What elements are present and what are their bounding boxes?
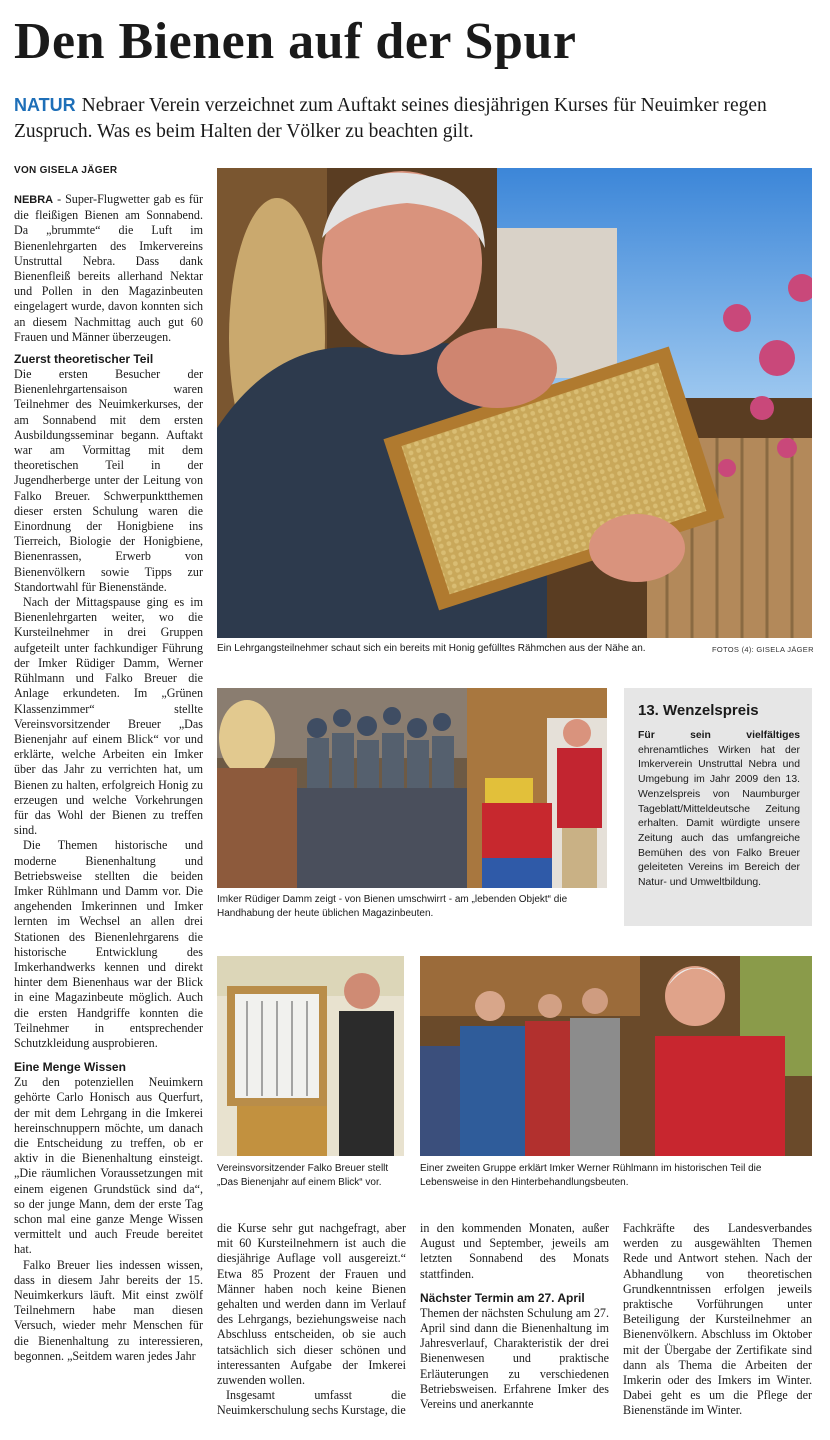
info-box-text: Für sein vielfältiges ehrenamtliches Wirken hat der Imkerverein Unstruttal Nebra und Umgebung im Jahr 2009 den 13. Wenzelspreis von Naumburger Tageblatt/Mitteldeutsche Zeitung erhalten. Damit würdigte unsere Zeitung auch das umfangreiche Bemühen des von Falko Breuer geleiteten Vereins im Bereich der Natur- und Umweltbildung.: [638, 730, 800, 889]
photo-credit: FOTOS (4): GISELA JÄGER: [712, 645, 814, 654]
subheading: Nächster Termin am 27. April: [420, 1290, 585, 1305]
article-column-2: [217, 1221, 406, 1419]
photo-image: [420, 956, 812, 1156]
paragraph: in den kommenden Monaten, außer August und September, jeweils am letzten Sonnabend des Monats stattfinden.: [420, 1221, 609, 1281]
photo-breuer-bee-year: [217, 956, 404, 1156]
paragraph: Insgesamt umfasst die Neuimkerschulung sechs Kurstage, die: [217, 1388, 406, 1418]
headline: Den Bienen auf der Spur: [14, 13, 577, 70]
deck: [14, 92, 814, 145]
photo-image: [217, 688, 607, 888]
photo-beekeeper-honeycomb: [217, 168, 812, 638]
second-photo-caption: Imker Rüdiger Damm zeigt - von Bienen umschwirrt - am „lebenden Objekt“ die Handhabung der heute üblichen Magazinbeuten.: [217, 894, 568, 919]
paragraph: Themen der nächsten Schulung am 27. April sind dann die Bienenhaltung im Jahresverlauf, Charakteristik der drei Bienenwesen und praktische Erläuterungen zu verschiedenen Betriebsweisen. Erfahrene Imker des Vereins und anerkannte: [420, 1305, 609, 1412]
paragraph: Zu den potenziellen Neuimkern gehörte Carlo Honisch aus Querfurt, der mit dem Lehrgang in die Imkerei hereinschnuppern möchte, um danach die Entscheidung zu treffen, ob er aktiv in die Bienenhaltung einsteigt. „Die räumlichen Voraussetzungen mit einem eigenen Grundstück sind da“, so der junge Mann, dem der erste Tag schon mal eine ganze Menge Wissen vermittelt und auch Freude bereitet hat.: [14, 1075, 203, 1257]
kicker: NATUR: [14, 95, 76, 115]
photo-image: [217, 168, 812, 638]
paragraph: NEBRA - Super-Flugwetter gab es für die fleißigen Bienen am Sonnabend. Da „brummte“ die Luft im Bienenlehrgarten des Imkervereins Unstruttal Nebra. Dass dank Bienenfleiß bereits allerhand Nektar und Pollen in den Magazinbeuten eingelagert wurde, davon konnten sich an diesem Nachmittag auch gut 60 Frauen und Männer überzeugen.: [14, 192, 203, 344]
info-box-title: 13. Wenzelspreis: [638, 702, 759, 719]
paragraph: Die Themen historische und moderne Bienenhaltung und Betriebsweise stellten die beiden Imker Rühlmann und Damm vor. Die angehenden Imkerinnen und Imker lernten im Wechsel an allen drei Stationen des Bienenlehrgarens die historische Entwicklung des Imkerhandwerks kennen und direkt hinter dem Bienenhaus war der Blick in eine Magazinbeute möglich. Auch die ersten Handgriffe konnten die Teilnehmer in entsprechender Schutzkleidung ausprobieren.: [14, 838, 203, 1050]
paragraph: Die ersten Besucher der Bienenlehrgartensaison waren Teilnehmer des Neuimkerkurses, der am Sonnabend mit dem ersten Ausbildungsseminar begann. Auftakt war am Vormittag mit dem theoretischen Teil in der Jugendherberge unter der Leitung von Falko Breuer. Schwerpunktthemen dieser ersten Schulung waren die Einordnung der Honigbiene ins Tierreich, Biologie der Honigbiene, Bienenrassen, Erwerb von Bienenvölkern sowie Tipps zur Standortwahl für Bienenstände.: [14, 367, 203, 594]
fourth-photo-caption: Einer zweiten Gruppe erklärt Imker Werner Rühlmann im historischen Teil die Lebensweise in den Hinterbehandlungsbeuten.: [420, 1163, 762, 1188]
dateline: NEBRA: [14, 194, 54, 206]
subheading: Eine Menge Wissen: [14, 1060, 126, 1075]
paragraph: Nach der Mittagspause ging es im Bienenlehrgarten weiter, wo die Kursteilnehmer in drei Gruppen aufgeteilt unter fachkundiger Führung der Imker Rüdiger Damm, Werner Rühlmann und Falko Breuer die Anlage erkundeten. Im „Grünen Klassenzimmer“ stellte Vereinsvorsitzender Breuer „Das Bienenjahr auf einem Blick“ vor und erklärte, welche Arbeiten ein Imker über das Jahr zu verrichten hat, um Bienen zu halten, erfolgreich Honig zu erzeugen und welche Vorkehrungen für das Wohl der Bienen zu treffen sind.: [14, 595, 203, 838]
deck-text: Nebraer Verein verzeichnet zum Auftakt seines diesjährigen Kurses für Neuimker regen Zuspruch. Was es beim Halten der Völker zu beachten gilt.: [14, 95, 767, 142]
paragraph: Fachkräfte des Landesverbandes werden zu ausgewählten Themen Rede und Antwort stehen. Nach der Abhandlung von theoretischen Grundkenntnissen erfolgen jeweils praktische Vorführungen unter Beteiligung der Kursteilnehmer an Bienenvölkern. Abschluss im Oktober mit der Übergabe der Zertifikate sind dann als Thema die Arbeiten der Imkerin oder des Imkers im Winter. Dabei geht es um die Pflege der Bienenstände im Winter.: [623, 1221, 812, 1418]
paragraph: Falko Breuer lies indessen wissen, dass in diesem Jahr bereits der 15. Neuimkerkurs läuft. Mit einst zwölf Teilnehmern habe man diesen Versuch, wieder mehr Menschen für die Bienenhaltung zu interessieren, begonnen. „Seitdem waren jedes Jahr: [14, 1257, 203, 1363]
photo-ruehlmann-group: [420, 956, 812, 1156]
byline: VON GISELA JÄGER: [14, 165, 118, 176]
main-photo-caption: Ein Lehrgangsteilnehmer schaut sich ein bereits mit Honig gefülltes Rähmchen aus der Nähe an.: [217, 643, 646, 654]
subheading: Zuerst theoretischer Teil: [14, 352, 154, 367]
article-column-1: [14, 192, 203, 1364]
third-photo-caption: Vereinsvorsitzender Falko Breuer stellt „Das Bienenjahr auf einem Blick“ vor.: [217, 1163, 389, 1188]
article-column-4: [623, 1221, 812, 1419]
paragraph: die Kurse sehr gut nachgefragt, aber mit 60 Kursteilnehmern ist auch die diesjährige Auflage voll ausgereizt.“ Etwa 85 Prozent der Frauen und Männer haben noch keine Bienen gehalten und werden dann im Verlauf des Lehrgangs, beziehungsweise nach Abschluss entscheiden, ob sie auch tatsächlich sich dieser schönen und interessanten Aufgabe der Imkerei zuwenden wollen.: [217, 1221, 406, 1388]
article-column-3: [420, 1221, 609, 1412]
photo-group-hive-demo: [217, 688, 607, 888]
photo-image: [217, 956, 404, 1156]
info-box-wenzelspreis: [624, 688, 812, 926]
